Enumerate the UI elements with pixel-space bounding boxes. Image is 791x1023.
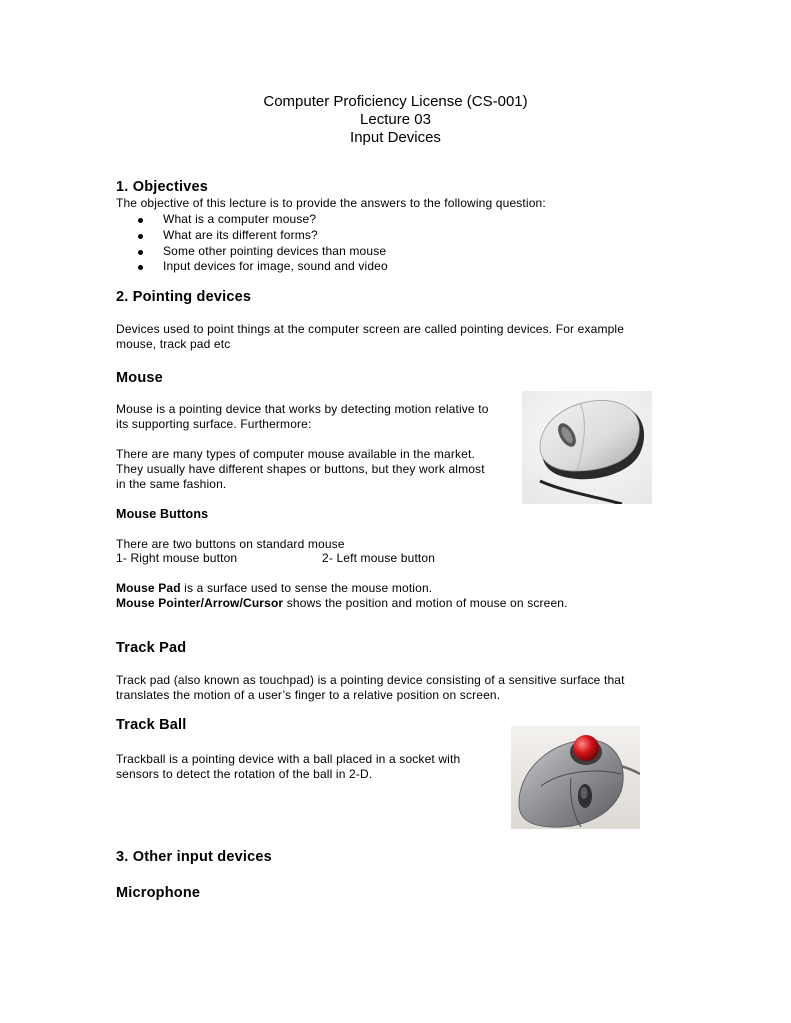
right-mouse-button-text: 1- Right mouse button xyxy=(116,551,238,565)
track-pad-heading: Track Pad xyxy=(116,640,187,656)
list-item: Some other pointing devices than mouse xyxy=(138,244,388,260)
mouse-buttons-intro: There are two buttons on standard mouse xyxy=(116,537,345,551)
mouse-pad-term: Mouse Pad xyxy=(116,581,181,595)
mouse-para1-line2: its supporting surface. Furthermore: xyxy=(116,417,312,431)
trackball-photo xyxy=(511,726,640,829)
pointing-devices-heading: 2. Pointing devices xyxy=(116,289,252,305)
mouse-para2-line3: in the same fashion. xyxy=(116,477,227,491)
bullet-icon xyxy=(138,250,143,255)
track-ball-line1: Trackball is a pointing device with a ball placed in a socket with xyxy=(116,752,461,766)
mouse-pointer-text: shows the position and motion of mouse on screen. xyxy=(283,596,568,610)
pointing-devices-para-line2: mouse, track pad etc xyxy=(116,337,231,351)
other-input-devices-heading: 3. Other input devices xyxy=(116,849,272,865)
mouse-pad-text: is a surface used to sense the mouse motion. xyxy=(180,581,433,595)
mouse-heading: Mouse xyxy=(116,370,163,386)
mouse-pointer-line xyxy=(116,596,568,611)
mouse-pad-line xyxy=(116,581,432,596)
document-title xyxy=(0,93,791,147)
course-title: Computer Proficiency License (CS-001) xyxy=(263,93,528,110)
mouse-para2-line2: They usually have different shapes or buttons, but they work almost xyxy=(116,462,485,476)
list-item: Input devices for image, sound and video xyxy=(138,259,388,275)
list-item: What are its different forms? xyxy=(138,228,388,244)
bullet-icon xyxy=(138,234,143,239)
lecture-number: Lecture 03 xyxy=(360,111,431,128)
left-mouse-button-text: 2- Left mouse button xyxy=(322,551,436,565)
mouse-buttons-heading: Mouse Buttons xyxy=(116,507,209,521)
track-ball-heading: Track Ball xyxy=(116,717,187,733)
track-pad-line1: Track pad (also known as touchpad) is a pointing device consisting of a sensitive surface that xyxy=(116,673,625,687)
mouse-para2-line1: There are many types of computer mouse available in the market. xyxy=(116,447,475,461)
track-ball-line2: sensors to detect the rotation of the ball in 2-D. xyxy=(116,767,373,781)
mouse-photo xyxy=(522,391,652,504)
objectives-intro: The objective of this lecture is to provide the answers to the following question: xyxy=(116,196,546,210)
pointing-devices-para-line1: Devices used to point things at the computer screen are called pointing devices. For example xyxy=(116,322,625,336)
mouse-pointer-term: Mouse Pointer/Arrow/Cursor xyxy=(116,596,284,610)
bullet-icon xyxy=(138,218,143,223)
lecture-topic: Input Devices xyxy=(350,129,441,146)
objectives-heading: 1. Objectives xyxy=(116,179,209,195)
track-pad-line2: translates the motion of a user’s finger to a relative position on screen. xyxy=(116,688,501,702)
objectives-list xyxy=(138,212,388,275)
list-item: What is a computer mouse? xyxy=(138,212,388,228)
mouse-para1-line1: Mouse is a pointing device that works by detecting motion relative to xyxy=(116,402,489,416)
microphone-heading: Microphone xyxy=(116,885,201,901)
bullet-icon xyxy=(138,265,143,270)
